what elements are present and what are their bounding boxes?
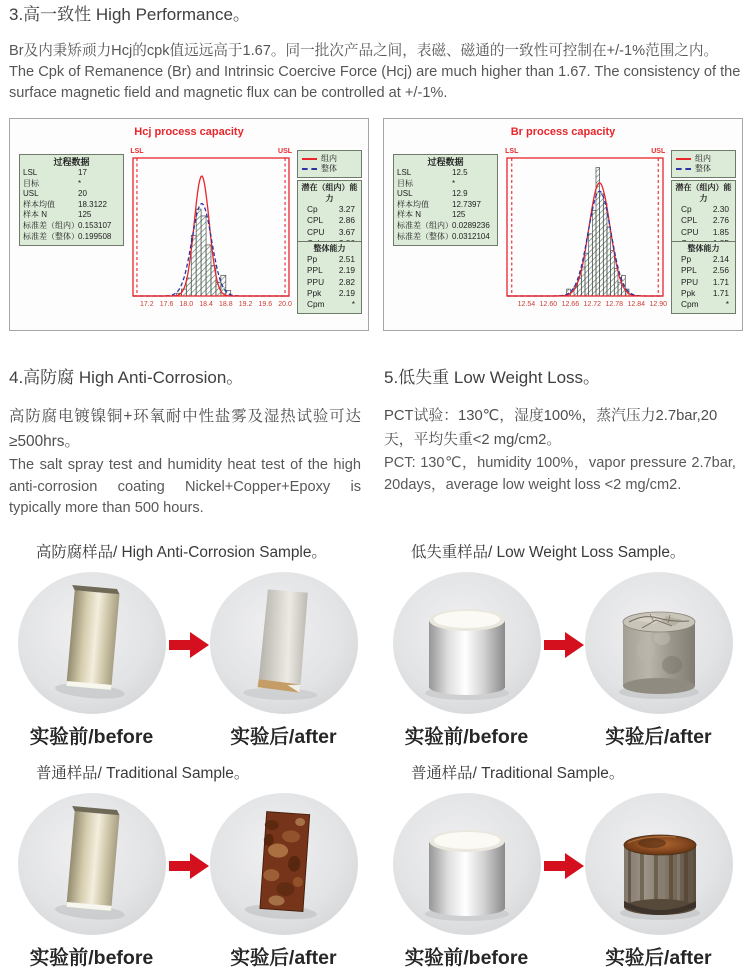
- process-data-row: 标准差（组内） 0.0289236: [397, 220, 490, 230]
- legend-within: 组内: [302, 154, 357, 164]
- capability-row: PPL 2.56: [681, 265, 729, 276]
- weightloss-pair: [375, 570, 750, 720]
- chart-title: Hcj process capacity: [134, 126, 244, 138]
- process-data-row: USL 12.9: [397, 189, 468, 199]
- section-4: [0, 363, 375, 520]
- before-label: 实验前/before: [404, 725, 529, 748]
- overall-capability-panel: 整体能力 Pp 2.14 PPL 2.56 PPU 1.71 Ppk 1.71 Cpm *: [671, 241, 736, 314]
- within-line-icon: [676, 158, 691, 160]
- capability-row: CPL 2.86: [307, 215, 355, 226]
- process-data-rows: [397, 168, 494, 242]
- chart-legend: [297, 150, 362, 178]
- capability-row: Ppk 1.71: [681, 287, 729, 298]
- svg-text:USL: USL: [651, 148, 666, 155]
- capability-row: Cpm *: [307, 299, 355, 310]
- process-data-row: LSL 17: [23, 168, 87, 177]
- svg-text:LSL: LSL: [505, 148, 519, 155]
- svg-text:20.0: 20.0: [278, 301, 292, 308]
- after-label: 实验后/after: [605, 725, 712, 748]
- capability-row: Cp 3.27: [307, 204, 355, 214]
- cylinder-magnet-before-photo: [392, 570, 542, 720]
- section-3-body-en: The Cpk of Remanence (Br) and Intrinsic Coercive Force (Hcj) are much higher than 1.67. The consistency of the surface magnetic field and magnetic flux can be controlled at +/-1%.: [9, 64, 741, 101]
- capability-row: PPU 1.71: [681, 276, 729, 287]
- histogram-bar: [589, 234, 593, 296]
- capability-row: Cp 2.30: [681, 204, 729, 214]
- histogram-bar: [614, 268, 618, 296]
- svg-text:12.72: 12.72: [583, 301, 602, 308]
- svg-text:18.0: 18.0: [179, 301, 194, 308]
- legend-overall: 整体: [302, 164, 357, 174]
- block-magnet-before-photo: [17, 791, 167, 941]
- process-data-rows: [23, 168, 120, 242]
- section-3-title: 3.高一致性 High Performance。: [9, 5, 250, 24]
- block-magnet-after-photo: [209, 570, 359, 720]
- after-label: 实验后/after: [230, 946, 337, 969]
- section-5-title: 5.低失重 Low Weight Loss。: [384, 368, 601, 387]
- hcj-histogram-plot: [125, 144, 295, 326]
- capability-charts-row: [9, 118, 750, 331]
- section-3-body-cn: Br及内秉矫顽力Hcj的cpk值远远高于1.67。同一批次产品之间，表磁、磁通的一致性可控制在+/-1%范围之内。: [9, 43, 719, 59]
- histogram-bar: [581, 267, 585, 296]
- histogram-bar: [611, 250, 615, 296]
- process-data-row: 标准差（整体） 0.199508: [23, 231, 112, 241]
- process-data-row: 目标 *: [397, 178, 456, 188]
- traditional-sample-header-left: 普通样品/ Traditional Sample。: [36, 764, 250, 782]
- histogram-bar: [600, 194, 604, 296]
- process-data-row: 标准差（组内） 0.153107: [23, 220, 112, 230]
- after-label: 实验后/after: [605, 946, 712, 969]
- histogram-bar: [607, 227, 611, 296]
- process-data-row: LSL 12.5: [397, 168, 468, 177]
- histogram-bar: [196, 209, 201, 296]
- process-data-row: 样本 N 125: [397, 210, 466, 220]
- cylinder-magnet-before-photo: [392, 791, 542, 941]
- within-line-icon: [302, 158, 317, 160]
- capability-row: PPL 2.19: [307, 265, 355, 276]
- process-data-panel: [393, 154, 498, 246]
- traditional-cylinder-pair: [375, 791, 750, 941]
- weightloss-sample-header: 低失重样品/ Low Weight Loss Sample。: [411, 543, 686, 561]
- svg-text:18.8: 18.8: [218, 301, 233, 308]
- capability-row: Cpm *: [681, 299, 729, 310]
- process-data-row: 目标 *: [23, 178, 82, 188]
- section-3-body: [9, 41, 742, 104]
- svg-text:19.6: 19.6: [258, 301, 273, 308]
- legend-overall: 整体: [676, 164, 731, 174]
- traditional-sample-header-right: 普通样品/ Traditional Sample。: [411, 764, 625, 782]
- process-data-panel: [19, 154, 124, 246]
- anticorrosion-pair: [0, 570, 375, 720]
- sample-labels-row2: [0, 942, 750, 970]
- overall-line-icon: [302, 168, 317, 170]
- arrow-right-icon: [544, 851, 584, 881]
- capability-row: Pp 2.14: [681, 254, 729, 264]
- histogram-bar: [618, 282, 622, 296]
- overall-capability-rows: [298, 254, 361, 310]
- histogram-bar: [603, 204, 607, 296]
- rusted-block-after-photo: [209, 791, 359, 941]
- chart-legend: [671, 150, 736, 178]
- within-capability-panel: 潜在（组内）能力 Cp 2.30 CPL 2.76 CPU 1.85: [671, 180, 736, 253]
- before-label: 实验前/before: [29, 946, 154, 969]
- svg-text:17.6: 17.6: [159, 301, 174, 308]
- capability-row: Pp 2.51: [307, 254, 355, 264]
- svg-text:USL: USL: [278, 148, 293, 155]
- section-4-title: 4.高防腐 High Anti-Corrosion。: [9, 368, 244, 387]
- svg-text:12.84: 12.84: [627, 301, 646, 308]
- process-data-row: 样本均值 12.7397: [397, 199, 481, 209]
- svg-text:18.4: 18.4: [199, 301, 213, 308]
- sample-labels-row1: [0, 721, 750, 749]
- svg-text:19.2: 19.2: [238, 301, 253, 308]
- br-histogram-plot: [499, 144, 669, 326]
- anticorrosion-sample-header: 高防腐样品/ High Anti-Corrosion Sample。: [36, 543, 327, 561]
- process-data-row: 标准差（整体） 0.0312104: [397, 231, 490, 241]
- legend-within: 组内: [676, 154, 731, 164]
- capability-row: CPU 3.67: [307, 226, 355, 237]
- histogram-bar: [186, 278, 191, 296]
- within-capability-panel: 潜在（组内）能力 Cp 3.27 CPL 2.86 CPU 3.67: [297, 180, 362, 253]
- cylinder-magnet-after-photo: [584, 570, 734, 720]
- sample-photos-row1: [0, 570, 750, 720]
- svg-text:17.2: 17.2: [140, 301, 154, 308]
- capability-row: PPU 2.82: [307, 276, 355, 287]
- process-data-title: 过程数据: [427, 157, 464, 167]
- section-5-body-cn: PCT试验：130℃，湿度100%，蒸汽压力2.7bar,20天，平均失重<2 mg/cm2。: [384, 408, 718, 448]
- section-4-body-cn: 高防腐电镀镍铜+环氧耐中性盐雾及湿热试验可达≥500hrs。: [9, 408, 361, 450]
- histogram-bar: [592, 210, 596, 296]
- traditional-block-pair: [0, 791, 375, 941]
- histogram-bar: [585, 253, 589, 296]
- overall-capability-rows: [672, 254, 735, 310]
- arrow-right-icon: [169, 630, 209, 660]
- capability-row: CPU 1.85: [681, 226, 729, 237]
- section-4-body-en: The salt spray test and humidity heat test of the high anti-corrosion coating Nickel+Copper+Epoxy is typically more than 500 hours.: [9, 457, 361, 516]
- svg-text:12.78: 12.78: [605, 301, 624, 308]
- svg-text:12.54: 12.54: [517, 301, 536, 308]
- sections-4-5-row: [0, 363, 750, 520]
- arrow-right-icon: [169, 851, 209, 881]
- sample-photos-row2: [0, 791, 750, 941]
- histogram-bar: [201, 216, 206, 296]
- rusted-cylinder-after-photo: [584, 791, 734, 941]
- svg-text:LSL: LSL: [130, 148, 144, 155]
- capability-row: CPL 2.76: [681, 215, 729, 226]
- hcj-capability-chart: [9, 118, 369, 331]
- section-5-body-en: PCT: 130℃，humidity 100%，vapor pressure 2.7bar, 20days，average low weight loss <2 mg/cm2.: [384, 455, 736, 493]
- process-data-row: 样本 N 125: [23, 210, 92, 220]
- svg-text:12.90: 12.90: [649, 301, 668, 308]
- section-5: [375, 363, 750, 520]
- br-capability-chart: [383, 118, 743, 331]
- svg-text:12.60: 12.60: [539, 301, 558, 308]
- before-label: 实验前/before: [29, 725, 154, 748]
- sample-headers-row1: [0, 540, 750, 562]
- svg-text:12.66: 12.66: [561, 301, 580, 308]
- process-data-row: USL 20: [23, 189, 87, 199]
- capability-row: Ppk 2.19: [307, 287, 355, 298]
- process-data-title: 过程数据: [53, 157, 90, 167]
- sample-headers-row2: [0, 761, 750, 783]
- arrow-right-icon: [544, 630, 584, 660]
- process-data-row: 样本均值 18.3122: [23, 199, 107, 209]
- before-label: 实验前/before: [404, 946, 529, 969]
- chart-title: Br process capacity: [510, 126, 616, 138]
- block-magnet-before-photo: [17, 570, 167, 720]
- histogram-bar: [206, 245, 211, 296]
- overall-capability-panel: 整体能力 Pp 2.51 PPL 2.19 PPU 2.82 Ppk 2.19 Cpm *: [297, 241, 362, 314]
- after-label: 实验后/after: [230, 725, 337, 748]
- overall-line-icon: [676, 168, 691, 170]
